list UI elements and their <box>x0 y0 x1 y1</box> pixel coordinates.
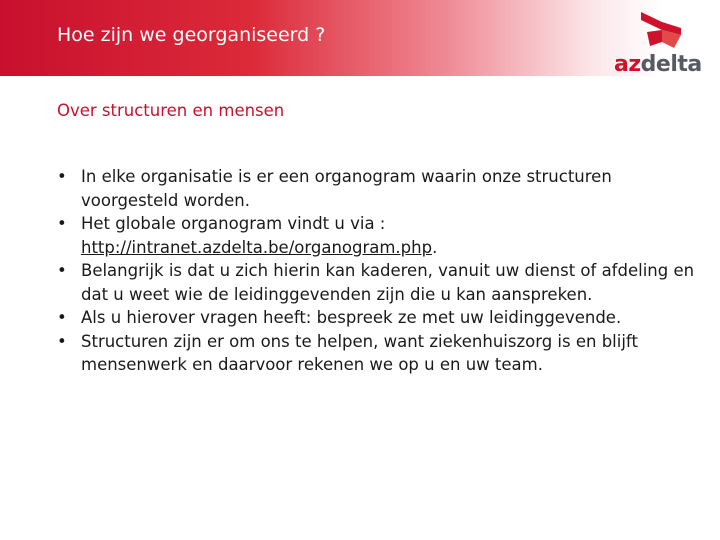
logo-wordmark <box>614 54 702 76</box>
organogram-link[interactable]: http://intranet.azdelta.be/organogram.php <box>81 237 433 257</box>
bullet-text: In elke organisatie is er een organogram waarin onze structuren voorgesteld worden. <box>81 167 612 210</box>
list-item <box>57 212 697 259</box>
section-subtitle: Over structuren en mensen <box>57 101 285 120</box>
bullet-text: Structuren zijn er om ons te helpen, want ziekenhuiszorg is en blijft mensenwerk en daarvoor rekenen we op u en uw team. <box>81 331 638 374</box>
bullet-icon: • <box>57 308 67 327</box>
bullet-icon: • <box>57 261 67 280</box>
delta-mark-icon <box>638 8 684 50</box>
bullet-icon: • <box>57 214 67 233</box>
list-item <box>57 306 697 330</box>
bullet-text: Als u hierover vragen heeft: bespreek ze met uw leidinggevende. <box>81 308 622 327</box>
bullet-text: Belangrijk is dat u zich hierin kan kaderen, vanuit uw dienst of afdeling en dat u weet wie de leidinggevenden zijn die u kan aanspreken. <box>81 261 695 304</box>
bullet-text: Het globale organogram vindt u via : <box>81 214 386 233</box>
logo-az-text: az <box>614 52 641 77</box>
slide-title: Hoe zijn we georganiseerd ? <box>57 24 326 46</box>
bullet-list <box>57 165 697 377</box>
bullet-icon: • <box>57 167 67 186</box>
list-item <box>57 165 697 212</box>
logo-delta-text: delta <box>640 52 702 77</box>
bullet-icon: • <box>57 331 67 351</box>
list-item <box>57 259 697 306</box>
az-delta-logo <box>614 8 714 80</box>
bullet-text-end: . <box>432 237 438 257</box>
list-item <box>57 330 697 377</box>
